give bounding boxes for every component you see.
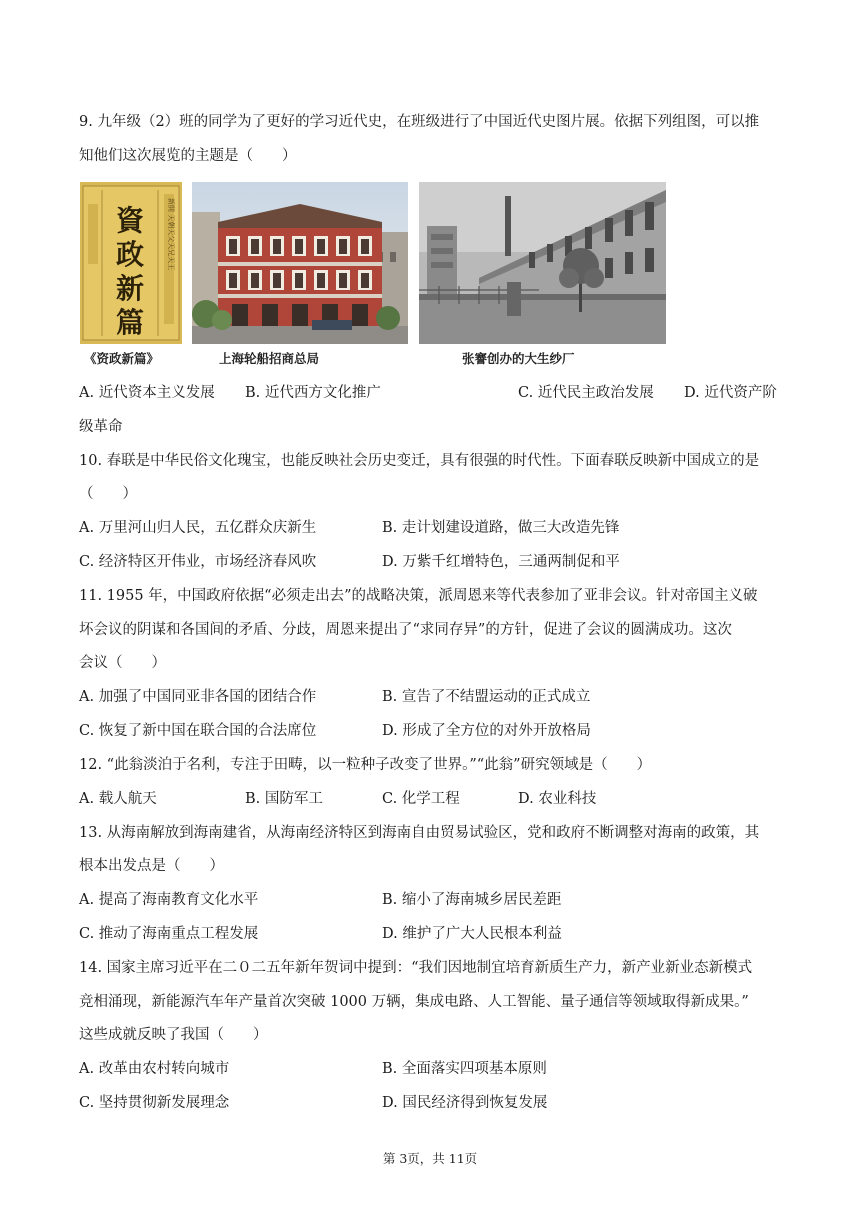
q13-option-b: B. 缩小了海南城乡居民差距 <box>382 892 562 908</box>
q13-option-c: C. 推动了海南重点工程发展 <box>79 926 259 942</box>
q14-stem-line3: 这些成就反映了我国（ ） <box>79 1027 268 1043</box>
q11-option-d: D. 形成了全方位的对外开放格局 <box>382 723 591 739</box>
q13-stem-line1: 13. 从海南解放到海南建省，从海南经济特区到海南自由贸易试验区，党和政府不断调整对海南的政策，其 <box>79 825 760 841</box>
q10-option-c: C. 经济特区开伟业，市场经济春风吹 <box>79 554 317 570</box>
q13-stem-line2: 根本出发点是（ ） <box>79 858 224 874</box>
q11-option-c: C. 恢复了新中国在联合国的合法席位 <box>79 723 317 739</box>
q14-option-b: B. 全面落实四项基本原则 <box>382 1061 547 1077</box>
q10-stem-line1: 10. 春联是中华民俗文化瑰宝，也能反映社会历史变迁，具有很强的时代性。下面春联反映新中国成立的是 <box>79 453 760 469</box>
book-cover-side-text: 新開 天朝天父天兄天王 <box>167 198 175 271</box>
q12-stem-line1: 12. “此翁淡泊于名利，专注于田畴，以一粒种子改变了世界。”“此翁”研究领域是（ ） <box>79 757 652 773</box>
q9-option-b: B. 近代西方文化推广 <box>245 385 381 401</box>
q9-option-d: D. 近代资产阶 <box>684 385 777 401</box>
q9-option-c: C. 近代民主政治发展 <box>518 385 654 401</box>
q10-stem-line2: （ ） <box>79 486 137 502</box>
book-cover-title <box>116 204 145 339</box>
book-cover-title-char: 資 <box>115 204 145 237</box>
q12-option-d: D. 农业科技 <box>518 791 597 807</box>
image-caption-dasheng: 张謇创办的大生纱厂 <box>462 351 575 366</box>
q10-option-b: B. 走计划建设道路，做三大改造先锋 <box>382 520 620 536</box>
q14-stem-line1: 14. 国家主席习近平在二０二五年新年贺词中提到：“我们因地制宜培育新质生产力，新产业新业态新模式 <box>79 960 753 976</box>
q12-option-b: B. 国防军工 <box>245 791 323 807</box>
q9-option-d-continued: 级革命 <box>79 419 123 435</box>
q12-option-a: A. 载人航天 <box>79 791 157 807</box>
q11-stem-line2: 坏会议的阴谋和各国间的矛盾、分歧，周恩来提出了“求同存异”的方针，促进了会议的圆满成功。这次 <box>79 622 732 638</box>
q14-stem-line2: 竞相涌现，新能源汽车年产量首次突破 1000 万辆，集成电路、人工智能、量子通信等领域取得新成果。” <box>79 994 749 1010</box>
q10-option-a: A. 万里河山归人民，五亿群众庆新生 <box>79 520 317 536</box>
q11-option-a: A. 加强了中国同亚非各国的团结合作 <box>79 689 317 705</box>
q9-option-a: A. 近代资本主义发展 <box>79 385 215 401</box>
q9-stem-line2: 知他们这次展览的主题是（ ） <box>79 148 297 164</box>
image-caption-zhaoshang: 上海轮船招商总局 <box>219 351 320 366</box>
q11-stem-line3: 会议（ ） <box>79 655 166 671</box>
q13-option-d: D. 维护了广大人民根本利益 <box>382 926 562 942</box>
q14-option-d: D. 国民经济得到恢复发展 <box>382 1095 548 1111</box>
dasheng-cotton-mill-photo <box>419 182 666 344</box>
book-cover-title-char: 新 <box>115 272 145 305</box>
book-cover-title-char: 政 <box>115 238 145 271</box>
q14-option-c: C. 坚持贯彻新发展理念 <box>79 1095 230 1111</box>
q13-option-a: A. 提高了海南教育文化水平 <box>79 892 259 908</box>
q10-option-d: D. 万紫千红增特色，三通两制促和平 <box>382 554 620 570</box>
zizheng-xinpian-book-cover-image <box>80 182 182 344</box>
image-caption-zizheng: 《资政新篇》 <box>84 351 160 366</box>
q9-stem-line1: 9. 九年级（2）班的同学为了更好的学习近代史，在班级进行了中国近代史图片展。依据下列组图，可以推 <box>79 114 760 130</box>
book-cover-title-char: 篇 <box>115 306 145 339</box>
q12-option-c: C. 化学工程 <box>382 791 460 807</box>
page-number-footer: 第 3页，共 11页 <box>382 1151 478 1166</box>
q11-option-b: B. 宣告了不结盟运动的正式成立 <box>382 689 591 705</box>
q14-option-a: A. 改革由农村转向城市 <box>79 1061 230 1077</box>
q11-stem-line1: 11. 1955 年，中国政府依据“必须走出去”的战略决策，派周恩来等代表参加了亚非会议。针对帝国主义破 <box>79 588 758 604</box>
shanghai-steamship-building-photo <box>192 182 408 344</box>
